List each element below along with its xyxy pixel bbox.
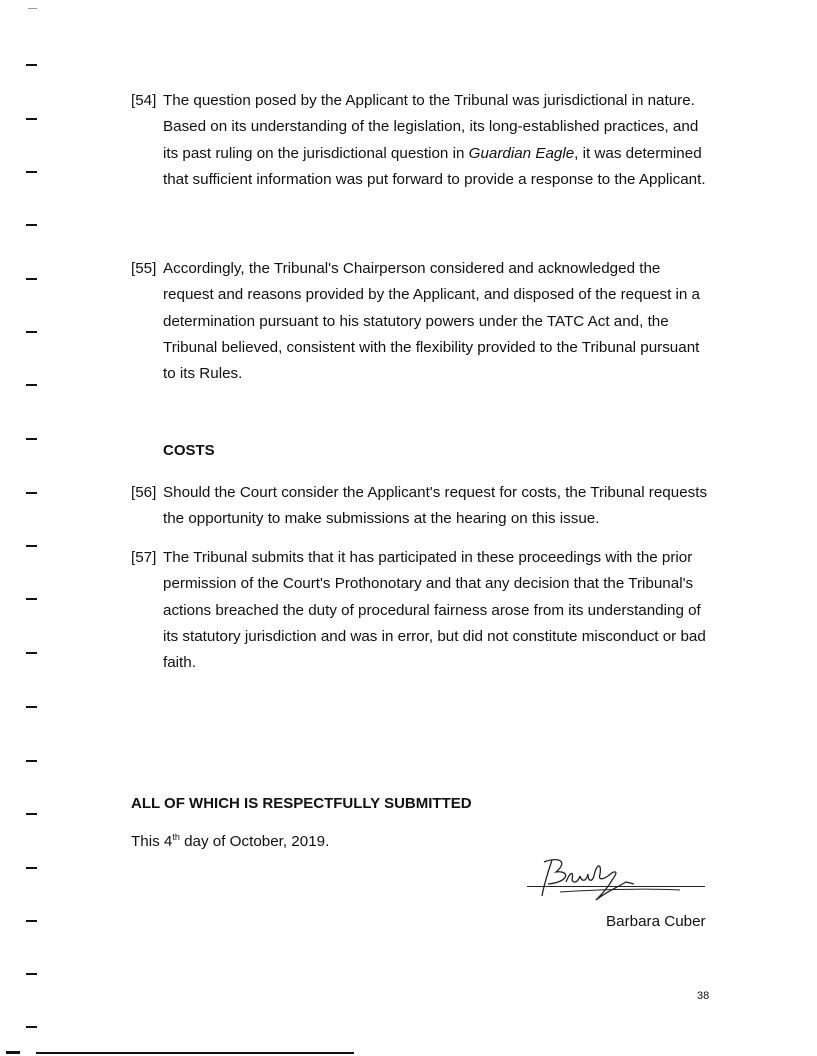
page-number: 38	[697, 990, 710, 1002]
margin-mark	[28, 8, 37, 9]
paragraph-text-part: The question posed by the Applicant to the Tribunal was jurisdictional in nature. Based on its understanding of the legislation, its long-established practices, and its past ruling on the jurisdictional question in	[163, 92, 699, 162]
paragraph-54	[131, 88, 711, 193]
margin-mark	[26, 492, 37, 494]
margin-mark	[26, 760, 37, 762]
margin-mark	[26, 813, 37, 815]
date-suffix: day of October, 2019.	[179, 833, 330, 850]
margin-mark	[26, 652, 37, 654]
handwritten-signature	[530, 852, 710, 912]
date-ordinal: th	[172, 832, 180, 842]
paragraph-number: [57]	[131, 549, 157, 566]
margin-mark	[26, 598, 37, 600]
signature-line	[527, 886, 705, 887]
margin-mark	[26, 118, 37, 120]
paragraph-number: [55]	[131, 260, 157, 277]
paragraph-text: Should the Court consider the Applicant's request for costs, the Tribunal requests the opportunity to make submissions at the hearing on this issue.	[163, 484, 708, 528]
paragraph-56	[131, 480, 711, 533]
margin-mark	[26, 64, 37, 66]
date-prefix: This 4	[131, 833, 173, 850]
paragraph-text	[163, 88, 711, 193]
paragraph-55	[131, 256, 711, 387]
margin-mark	[26, 920, 37, 922]
paragraph-text: Accordingly, the Tribunal's Chairperson considered and acknowledged the request and reasons provided by the Applicant, and disposed of the request in a determination pursuant to his statutory powers under the TATC Act and, the Tribunal believed, consistent with the flexibility provided to the Tribunal pursuant to its Rules.	[163, 260, 700, 383]
paragraph-number: [54]	[131, 92, 157, 109]
costs-heading: COSTS	[163, 442, 215, 459]
scan-edge-mark	[6, 1051, 20, 1054]
margin-mark	[26, 545, 37, 547]
paragraph-number: [56]	[131, 484, 157, 501]
margin-mark	[26, 867, 37, 869]
margin-mark	[26, 973, 37, 975]
margin-mark	[26, 384, 37, 386]
paragraph-57	[131, 545, 711, 676]
margin-mark	[26, 1026, 37, 1028]
scan-edge-rule	[36, 1052, 354, 1054]
margin-mark	[26, 438, 37, 440]
margin-mark	[26, 706, 37, 708]
margin-mark	[26, 224, 37, 226]
signer-name: Barbara Cuber	[606, 913, 706, 930]
margin-mark	[26, 278, 37, 280]
margin-mark	[26, 331, 37, 333]
closing-statement: ALL OF WHICH IS RESPECTFULLY SUBMITTED	[131, 795, 472, 812]
date-line	[131, 833, 329, 850]
paragraph-text-part: , it was determined that sufficient information was put forward to provide a response to the Applicant.	[163, 144, 706, 188]
paragraph-text: The Tribunal submits that it has participated in these proceedings with the prior permission of the Court's Prothonotary and that any decision that the Tribunal's actions breached the duty of procedural fairness arose from its understanding of its statutory jurisdiction and was in error, but did not constitute misconduct or bad faith.	[163, 549, 706, 672]
margin-mark	[26, 171, 37, 173]
case-name: Guardian Eagle	[468, 144, 575, 162]
